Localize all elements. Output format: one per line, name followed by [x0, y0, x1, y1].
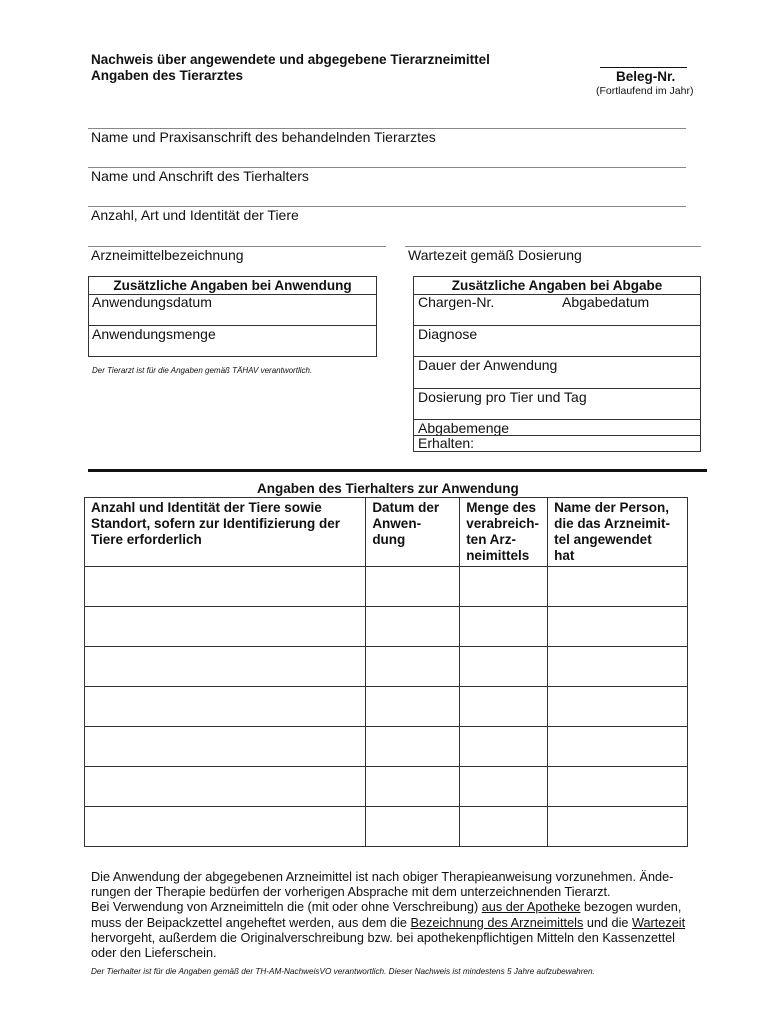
table-cell[interactable]: [85, 687, 366, 727]
table-cell[interactable]: [548, 767, 688, 807]
table-cell[interactable]: [548, 607, 688, 647]
table-cell[interactable]: [460, 607, 548, 647]
beleg-sub: (Fortlaufend im Jahr): [596, 85, 694, 97]
table-row: [85, 567, 688, 607]
application-date-label: Anwendungsdatum: [92, 294, 212, 310]
owner-application-table: [84, 497, 688, 847]
owner-table-title: Angaben des Tierhalters zur Anwendung: [257, 481, 519, 496]
table-row: [85, 767, 688, 807]
application-amount-label: Anwendungsmenge: [92, 326, 216, 342]
table-row: [85, 687, 688, 727]
diagnosis-label: Diagnose: [418, 326, 478, 342]
table-cell[interactable]: [85, 647, 366, 687]
table-cell[interactable]: [366, 607, 460, 647]
table-cell[interactable]: [85, 607, 366, 647]
table-cell[interactable]: [548, 567, 688, 607]
table-cell[interactable]: [85, 567, 366, 607]
table-cell[interactable]: [366, 807, 460, 847]
beleg-label: Beleg-Nr.: [616, 69, 676, 84]
table-cell[interactable]: [460, 727, 548, 767]
application-box: [88, 276, 377, 357]
application-box-title: Zusätzliche Angaben bei Anwendung: [113, 278, 352, 293]
table-cell[interactable]: [366, 567, 460, 607]
batch-number-label: Chargen-Nr.: [418, 294, 495, 310]
quantity-label: Abgabemenge: [418, 420, 510, 436]
animals-field-label: Anzahl, Art und Identität der Tiere: [91, 207, 299, 223]
table-row: [85, 727, 688, 767]
footer-note: Der Tierhalter ist für die Angaben gemäß der TH-AM-NachweisVO verantwortlich. Dieser Nachweis ist mindestens 5 Jahre aufzubewahren.: [91, 967, 595, 976]
table-cell[interactable]: [460, 687, 548, 727]
dosage-label: Dosierung pro Tier und Tag: [418, 389, 587, 405]
vet-responsibility-note: Der Tierarzt ist für die Angaben gemäß TÄHAV verantwortlich.: [92, 366, 313, 375]
drug-field-label: Arzneimittelbezeichnung: [91, 247, 244, 263]
table-cell[interactable]: [548, 647, 688, 687]
section-divider: [88, 469, 707, 472]
table-cell[interactable]: [85, 727, 366, 767]
header-person: Name der Person, die das Arzneimit- tel angewendet hat: [548, 498, 688, 567]
dispensing-box-title: Zusätzliche Angaben bei Abgabe: [451, 278, 663, 293]
table-cell[interactable]: [366, 647, 460, 687]
header-animals: Anzahl und Identität der Tiere sowie Standort, sofern zur Identifizierung der Tiere erforderlich: [85, 498, 366, 567]
table-cell[interactable]: [460, 767, 548, 807]
instructions-paragraph: Die Anwendung der abgegebenen Arzneimittel ist nach obiger Therapieanweisung vorzunehmen. Ände- rungen der Therapie bedürfen der vorherigen Absprache mit dem unterzeichnenden Tierarzt. Bei Verwendung von Arzneimitteln die (mit oder ohne Verschreibung) aus der Apotheke bezogen wurden, muss der Beipackzettel angeheftet werden, aus dem die Bezeichnung des Arzneimittels und die Wartezeit hervorgeht, außerdem die Originalverschreibung bzw. bei apothekenpflichtigen Mitteln den Kassenzettel oder den Lieferschein.: [91, 870, 686, 961]
header-quantity: Menge des verabreich- ten Arz- neimittels: [460, 498, 548, 567]
table-row: [85, 647, 688, 687]
dispensing-box: [413, 276, 701, 452]
form-subtitle: Angaben des Tierarztes: [91, 68, 244, 83]
received-label: Erhalten:: [418, 435, 475, 451]
waiting-field-label: Wartezeit gemäß Dosierung: [408, 247, 582, 263]
duration-label: Dauer der Anwendung: [418, 357, 558, 373]
table-cell[interactable]: [366, 727, 460, 767]
table-cell[interactable]: [460, 647, 548, 687]
table-cell[interactable]: [460, 807, 548, 847]
table-cell[interactable]: [366, 687, 460, 727]
issue-date-label: Abgabedatum: [562, 294, 650, 310]
table-cell[interactable]: [548, 727, 688, 767]
table-header-row: [85, 498, 688, 567]
table-cell[interactable]: [548, 807, 688, 847]
header-date: Datum der Anwen- dung: [366, 498, 460, 567]
owner-field-label: Name und Anschrift des Tierhalters: [91, 168, 309, 184]
vet-field-label: Name und Praxisanschrift des behandelnden Tierarztes: [91, 129, 436, 145]
table-cell[interactable]: [85, 767, 366, 807]
table-row: [85, 807, 688, 847]
form-title: Nachweis über angewendete und abgegebene Tierarzneimittel: [91, 52, 490, 67]
table-cell[interactable]: [85, 807, 366, 847]
beleg-line: [600, 67, 687, 68]
table-cell[interactable]: [366, 767, 460, 807]
table-cell[interactable]: [460, 567, 548, 607]
table-cell[interactable]: [548, 687, 688, 727]
table-row: [85, 607, 688, 647]
